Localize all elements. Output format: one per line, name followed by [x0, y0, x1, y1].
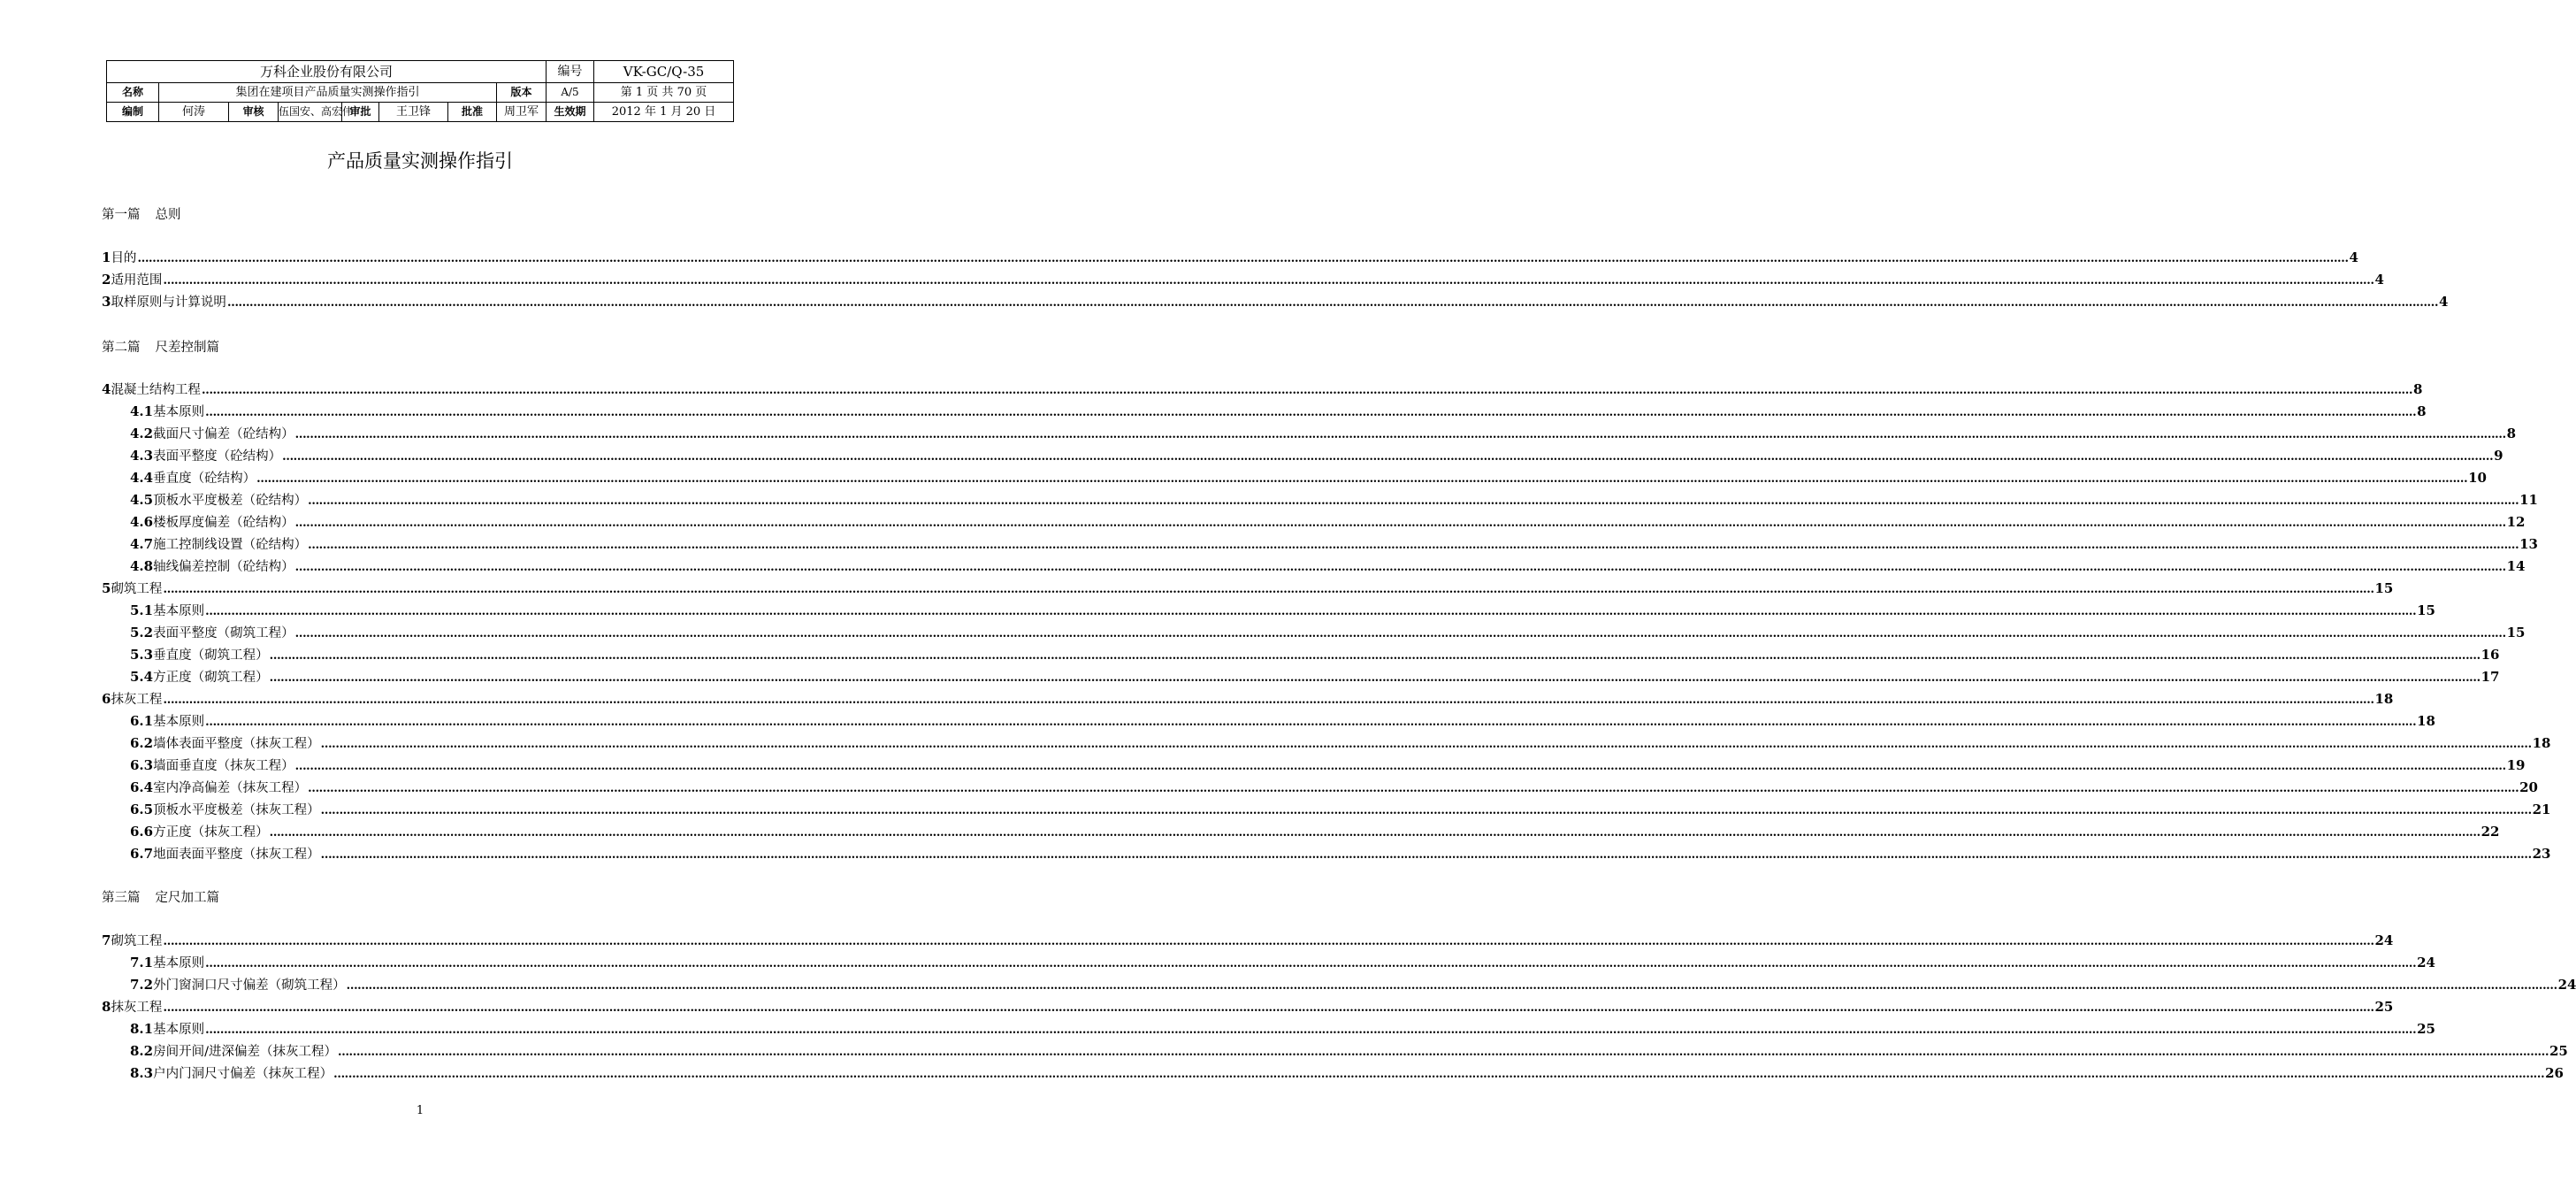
toc-entry-page: 21: [2532, 802, 2551, 817]
toc-entry[interactable]: [130, 600, 2435, 622]
toc-entry-number: 6.3: [130, 757, 154, 773]
toc-entry-title: 户内门洞尺寸偏差（抹灰工程）: [153, 1067, 333, 1081]
toc-entry-number: 6.2: [130, 735, 154, 751]
toc-leader-dots: ……………………………………………………………………………………………………………………………………………………………………………………………………………………………………………………………………………………………………………………………………………………………………………………………………………………………………………………………………………………………………………………………………………………: [205, 716, 2417, 729]
reviewer-label: 审核: [229, 103, 279, 122]
toc-entry[interactable]: [130, 533, 2538, 556]
toc-entry-page: 15: [2506, 625, 2526, 641]
toc-entry[interactable]: [102, 996, 2394, 1018]
toc-entry-page: 19: [2506, 757, 2526, 773]
toc-entry-title: 砌筑工程: [111, 934, 163, 948]
toc-entry-number: 4.4: [130, 470, 154, 486]
document-header-table: [106, 60, 734, 122]
toc-entry-number: 6.4: [130, 779, 154, 795]
toc-entry-title: 表面平整度（砌筑工程）: [153, 626, 294, 641]
page-info: 第 1 页 共 70 页: [594, 83, 734, 103]
toc-leader-dots: ……………………………………………………………………………………………………………………………………………………………………………………………………………………………………………………………………………………………………………………………………………………………………………………………………………………………………………………………………………………………………………………………………………………: [308, 782, 2519, 795]
toc-entry-title: 表面平整度（砼结构）: [153, 449, 282, 464]
toc-entry-page: 22: [2480, 824, 2500, 840]
doc-version: A/5: [547, 83, 594, 103]
toc-entry-title: 外门窗洞口尺寸偏差（砌筑工程）: [153, 978, 346, 993]
toc-entry-number: 6.5: [130, 802, 154, 817]
toc-entry[interactable]: [130, 974, 2576, 996]
toc-entry-page: 12: [2506, 514, 2526, 530]
toc-entry[interactable]: [130, 622, 2526, 644]
toc-entry-number: 6.7: [130, 846, 154, 862]
toc-leader-dots: ……………………………………………………………………………………………………………………………………………………………………………………………………………………………………………………………………………………………………………………………………………………………………………………………………………………………………………………………………………………………………………………………………………………: [294, 627, 2506, 641]
toc-entry-title: 基本原则: [153, 604, 205, 618]
toc-entry-title: 室内净高偏差（抹灰工程）: [153, 781, 308, 795]
toc-entry-page: 8: [2506, 426, 2517, 441]
company-name: 万科企业股份有限公司: [107, 61, 547, 83]
toc-entry[interactable]: [130, 666, 2500, 688]
toc-entry[interactable]: [130, 401, 2427, 423]
toc-entry-title: 截面尺寸偏差（砼结构）: [153, 427, 294, 441]
toc-entry-number: 7.2: [130, 977, 154, 993]
author-label: 编制: [107, 103, 159, 122]
toc-leader-dots: ……………………………………………………………………………………………………………………………………………………………………………………………………………………………………………………………………………………………………………………………………………………………………………………………………………………………………………………………………………………………………………………………………………………: [205, 957, 2417, 970]
toc-entry-page: 25: [2417, 1021, 2435, 1037]
toc-entry-title: 墙面垂直度（抹灰工程）: [153, 759, 294, 773]
effective-date: 2012 年 1 月 20 日: [594, 103, 734, 122]
toc-entry-title: 基本原则: [153, 715, 205, 729]
toc-entry[interactable]: [102, 291, 2449, 313]
toc-entry-number: 4.8: [130, 558, 154, 574]
toc-entry-page: 8: [2412, 381, 2423, 397]
part-heading: [102, 887, 219, 906]
toc-entry-page: 18: [2374, 691, 2394, 707]
toc-leader-dots: ……………………………………………………………………………………………………………………………………………………………………………………………………………………………………………………………………………………………………………………………………………………………………………………………………………………………………………………………………………………………………………………………………………………: [201, 384, 2412, 397]
toc-entry-title: 轴线偏差控制（砼结构）: [153, 560, 294, 574]
toc-entry-page: 15: [2374, 580, 2394, 596]
toc-leader-dots: ……………………………………………………………………………………………………………………………………………………………………………………………………………………………………………………………………………………………………………………………………………………………………………………………………………………………………………………………………………………………………………………………………………………: [137, 252, 2349, 265]
toc-entry-number: 5.1: [130, 602, 154, 618]
reviewers: 伍国安、高宏伟: [279, 103, 342, 122]
toc-entry-number: 8.2: [130, 1043, 154, 1059]
toc-leader-dots: ……………………………………………………………………………………………………………………………………………………………………………………………………………………………………………………………………………………………………………………………………………………………………………………………………………………………………………………………………………………………………………………………………………………: [294, 517, 2506, 530]
toc-entry[interactable]: [102, 578, 2394, 600]
toc-entry[interactable]: [130, 799, 2551, 821]
toc-entry-number: 5.4: [130, 669, 154, 685]
toc-entry[interactable]: [130, 777, 2538, 799]
toc-entry[interactable]: [130, 843, 2551, 865]
toc-leader-dots: ……………………………………………………………………………………………………………………………………………………………………………………………………………………………………………………………………………………………………………………………………………………………………………………………………………………………………………………………………………………………………………………………………………………: [163, 935, 2374, 948]
toc-entry[interactable]: [102, 269, 2384, 291]
toc-entry-title: 基本原则: [153, 956, 205, 970]
toc-entry-page: 18: [2532, 735, 2551, 751]
toc-entry-page: 11: [2519, 492, 2538, 508]
toc-entry[interactable]: [130, 1040, 2568, 1062]
toc-entry[interactable]: [130, 1062, 2564, 1085]
toc-leader-dots: ……………………………………………………………………………………………………………………………………………………………………………………………………………………………………………………………………………………………………………………………………………………………………………………………………………………………………………………………………………………………………………………………………………………: [294, 760, 2506, 773]
author: 何涛: [159, 103, 229, 122]
toc-entry-number: 5.2: [130, 625, 154, 641]
toc-entry[interactable]: [130, 733, 2551, 755]
toc-entry-number: 4.7: [130, 536, 154, 552]
toc-leader-dots: ……………………………………………………………………………………………………………………………………………………………………………………………………………………………………………………………………………………………………………………………………………………………………………………………………………………………………………………………………………………………………………………………………………………: [205, 1024, 2417, 1037]
toc-entry-title: 基本原则: [153, 1023, 205, 1037]
part-number: 第三篇: [102, 891, 141, 905]
toc-entry-number: 6: [102, 691, 111, 707]
part-number: 第二篇: [102, 341, 141, 355]
toc-entry-title: 楼板厚度偏差（砼结构）: [153, 516, 294, 530]
approver: 周卫军: [497, 103, 547, 122]
toc-leader-dots: ……………………………………………………………………………………………………………………………………………………………………………………………………………………………………………………………………………………………………………………………………………………………………………………………………………………………………………………………………………………………………………………………………………………: [320, 738, 2532, 751]
toc-entry-title: 方正度（砌筑工程）: [153, 671, 269, 685]
toc-leader-dots: ……………………………………………………………………………………………………………………………………………………………………………………………………………………………………………………………………………………………………………………………………………………………………………………………………………………………………………………………………………………………………………………………………………………: [333, 1068, 2545, 1081]
toc-leader-dots: ……………………………………………………………………………………………………………………………………………………………………………………………………………………………………………………………………………………………………………………………………………………………………………………………………………………………………………………………………………………………………………………………………………………: [256, 472, 2468, 486]
toc-entry-page: 25: [2374, 999, 2394, 1015]
toc-entry[interactable]: [130, 423, 2517, 445]
toc-leader-dots: ……………………………………………………………………………………………………………………………………………………………………………………………………………………………………………………………………………………………………………………………………………………………………………………………………………………………………………………………………………………………………………………………………………………: [294, 428, 2506, 441]
toc-leader-dots: ……………………………………………………………………………………………………………………………………………………………………………………………………………………………………………………………………………………………………………………………………………………………………………………………………………………………………………………………………………………………………………………………………………………: [269, 826, 2480, 840]
toc-entry-title: 混凝土结构工程: [111, 383, 201, 397]
toc-entry-number: 2: [102, 272, 111, 288]
toc-entry[interactable]: [130, 710, 2435, 733]
toc-entry-title: 方正度（抹灰工程）: [153, 825, 269, 840]
toc-entry-number: 7.1: [130, 955, 154, 970]
toc-entry-number: 3: [102, 294, 111, 310]
toc-entry-number: 4.2: [130, 426, 154, 441]
toc-entry[interactable]: [130, 489, 2538, 511]
toc-leader-dots: ……………………………………………………………………………………………………………………………………………………………………………………………………………………………………………………………………………………………………………………………………………………………………………………………………………………………………………………………………………………………………………………………………………………: [282, 450, 2494, 464]
toc-entry-title: 墙体表面平整度（抹灰工程）: [153, 737, 320, 751]
toc-entry[interactable]: [130, 467, 2487, 489]
toc-entry-page: 20: [2519, 779, 2538, 795]
toc-entry-number: 4.3: [130, 448, 154, 464]
toc-entry-title: 地面表面平整度（抹灰工程）: [153, 848, 320, 862]
toc-entry-title: 施工控制线设置（砼结构）: [153, 538, 308, 552]
toc-entry-page: 4: [2349, 249, 2358, 265]
toc-entry-title: 砌筑工程: [111, 582, 163, 596]
toc-entry-page: 15: [2417, 602, 2435, 618]
part-heading: [102, 337, 219, 356]
toc-entry-title: 房间开间/进深偏差（抹灰工程）: [153, 1045, 337, 1059]
toc-entry-title: 抹灰工程: [111, 1001, 163, 1015]
toc-entry-number: 4.1: [130, 403, 154, 419]
checker-label: 审批: [342, 103, 379, 122]
part-title: 定尺加工篇: [155, 891, 219, 905]
toc-entry[interactable]: [130, 644, 2500, 666]
toc-leader-dots: ……………………………………………………………………………………………………………………………………………………………………………………………………………………………………………………………………………………………………………………………………………………………………………………………………………………………………………………………………………………………………………………………………………………: [163, 694, 2374, 707]
toc-entry-number: 4: [102, 381, 111, 397]
toc-entry-title: 垂直度（砌筑工程）: [153, 648, 269, 663]
toc-entry-title: 取样原则与计算说明: [111, 295, 226, 310]
toc-entry-title: 适用范围: [111, 273, 163, 288]
toc-entry-title: 顶板水平度极差（砼结构）: [153, 494, 308, 508]
toc-entry-page: 13: [2519, 536, 2538, 552]
page-title: 产品质量实测操作指引: [327, 150, 513, 172]
toc-entry-page: 16: [2480, 647, 2500, 663]
toc-entry-page: 8: [2417, 403, 2427, 419]
toc-entry-number: 7: [102, 932, 111, 948]
approver-label: 批准: [448, 103, 497, 122]
page-number: 1: [416, 1104, 424, 1117]
toc-leader-dots: ……………………………………………………………………………………………………………………………………………………………………………………………………………………………………………………………………………………………………………………………………………………………………………………………………………………………………………………………………………………………………………………………………………………: [269, 649, 2480, 663]
toc-entry-number: 8: [102, 999, 111, 1015]
toc-entry-title: 基本原则: [153, 405, 205, 419]
toc-entry[interactable]: [130, 952, 2435, 974]
toc-entry-number: 8.1: [130, 1021, 154, 1037]
toc-leader-dots: ……………………………………………………………………………………………………………………………………………………………………………………………………………………………………………………………………………………………………………………………………………………………………………………………………………………………………………………………………………………………………………………………………………………: [163, 583, 2374, 596]
toc-leader-dots: ……………………………………………………………………………………………………………………………………………………………………………………………………………………………………………………………………………………………………………………………………………………………………………………………………………………………………………………………………………………………………………………………………………………: [308, 495, 2519, 508]
toc-entry-number: 8.3: [130, 1065, 154, 1081]
toc-entry-page: 4: [2438, 294, 2449, 310]
toc-leader-dots: ……………………………………………………………………………………………………………………………………………………………………………………………………………………………………………………………………………………………………………………………………………………………………………………………………………………………………………………………………………………………………………………………………………………: [320, 804, 2532, 817]
toc-entry[interactable]: [130, 511, 2526, 533]
toc-entry[interactable]: [102, 930, 2394, 952]
toc-entry[interactable]: [102, 247, 2358, 269]
toc-entry-number: 4.5: [130, 492, 154, 508]
toc-entry[interactable]: [130, 556, 2526, 578]
toc-entry[interactable]: [130, 821, 2500, 843]
toc-entry[interactable]: [102, 379, 2423, 401]
toc-entry-page: 9: [2494, 448, 2503, 464]
toc-entry-number: 6.6: [130, 824, 154, 840]
part-title: 尺差控制篇: [155, 341, 219, 355]
version-label: 版本: [497, 83, 547, 103]
toc-leader-dots: ……………………………………………………………………………………………………………………………………………………………………………………………………………………………………………………………………………………………………………………………………………………………………………………………………………………………………………………………………………………………………………………………………………………: [308, 539, 2519, 552]
doc-name: 集团在建项目产品质量实测操作指引: [159, 83, 497, 103]
toc-entry-page: 14: [2506, 558, 2526, 574]
toc-leader-dots: ……………………………………………………………………………………………………………………………………………………………………………………………………………………………………………………………………………………………………………………………………………………………………………………………………………………………………………………………………………………………………………………………………………………: [163, 274, 2374, 288]
toc-entry-title: 目的: [111, 251, 137, 265]
toc-entry-page: 18: [2417, 713, 2435, 729]
part-number: 第一篇: [102, 208, 141, 222]
toc-leader-dots: ……………………………………………………………………………………………………………………………………………………………………………………………………………………………………………………………………………………………………………………………………………………………………………………………………………………………………………………………………………………………………………………………………………………: [320, 848, 2532, 862]
toc-leader-dots: ……………………………………………………………………………………………………………………………………………………………………………………………………………………………………………………………………………………………………………………………………………………………………………………………………………………………………………………………………………………………………………………………………………………: [294, 561, 2506, 574]
toc-entry-number: 5: [102, 580, 111, 596]
toc-entry-page: 24: [2557, 977, 2576, 993]
toc-entry-number: 1: [102, 249, 111, 265]
toc-entry-page: 26: [2545, 1065, 2564, 1081]
toc-entry-number: 4.6: [130, 514, 154, 530]
toc-entry[interactable]: [130, 445, 2503, 467]
toc-entry-title: 抹灰工程: [111, 693, 163, 707]
toc-entry-page: 17: [2480, 669, 2500, 685]
code-label: 编号: [547, 61, 594, 83]
toc-leader-dots: ……………………………………………………………………………………………………………………………………………………………………………………………………………………………………………………………………………………………………………………………………………………………………………………………………………………………………………………………………………………………………………………………………………………: [338, 1046, 2549, 1059]
toc-leader-dots: ……………………………………………………………………………………………………………………………………………………………………………………………………………………………………………………………………………………………………………………………………………………………………………………………………………………………………………………………………………………………………………………………………………………: [205, 605, 2417, 618]
toc-leader-dots: ……………………………………………………………………………………………………………………………………………………………………………………………………………………………………………………………………………………………………………………………………………………………………………………………………………………………………………………………………………………………………………………………………………………: [226, 296, 2438, 310]
toc-entry-number: 5.3: [130, 647, 154, 663]
toc-entry-number: 6.1: [130, 713, 154, 729]
toc-entry-page: 10: [2468, 470, 2487, 486]
effective-label: 生效期: [547, 103, 594, 122]
toc-leader-dots: ……………………………………………………………………………………………………………………………………………………………………………………………………………………………………………………………………………………………………………………………………………………………………………………………………………………………………………………………………………………………………………………………………………………: [269, 671, 2480, 685]
checker: 王卫锋: [379, 103, 448, 122]
toc-entry[interactable]: [102, 688, 2394, 710]
toc-leader-dots: ……………………………………………………………………………………………………………………………………………………………………………………………………………………………………………………………………………………………………………………………………………………………………………………………………………………………………………………………………………………………………………………………………………………: [346, 979, 2557, 993]
toc-entry[interactable]: [130, 755, 2526, 777]
toc-leader-dots: ……………………………………………………………………………………………………………………………………………………………………………………………………………………………………………………………………………………………………………………………………………………………………………………………………………………………………………………………………………………………………………………………………………………: [205, 406, 2417, 419]
toc-entry-page: 23: [2532, 846, 2551, 862]
part-heading: [102, 204, 181, 223]
toc-entry-page: 24: [2417, 955, 2435, 970]
toc-leader-dots: ……………………………………………………………………………………………………………………………………………………………………………………………………………………………………………………………………………………………………………………………………………………………………………………………………………………………………………………………………………………………………………………………………………………: [163, 1001, 2374, 1015]
toc-entry-title: 垂直度（砼结构）: [153, 472, 256, 486]
toc-entry-page: 24: [2374, 932, 2394, 948]
name-label: 名称: [107, 83, 159, 103]
toc-entry-page: 4: [2374, 272, 2384, 288]
toc-entry-title: 顶板水平度极差（抹灰工程）: [153, 803, 320, 817]
toc-entry[interactable]: [130, 1018, 2435, 1040]
part-title: 总则: [155, 208, 181, 222]
toc-entry-page: 25: [2549, 1043, 2568, 1059]
doc-code: VK-GC/Q-35: [594, 61, 734, 83]
